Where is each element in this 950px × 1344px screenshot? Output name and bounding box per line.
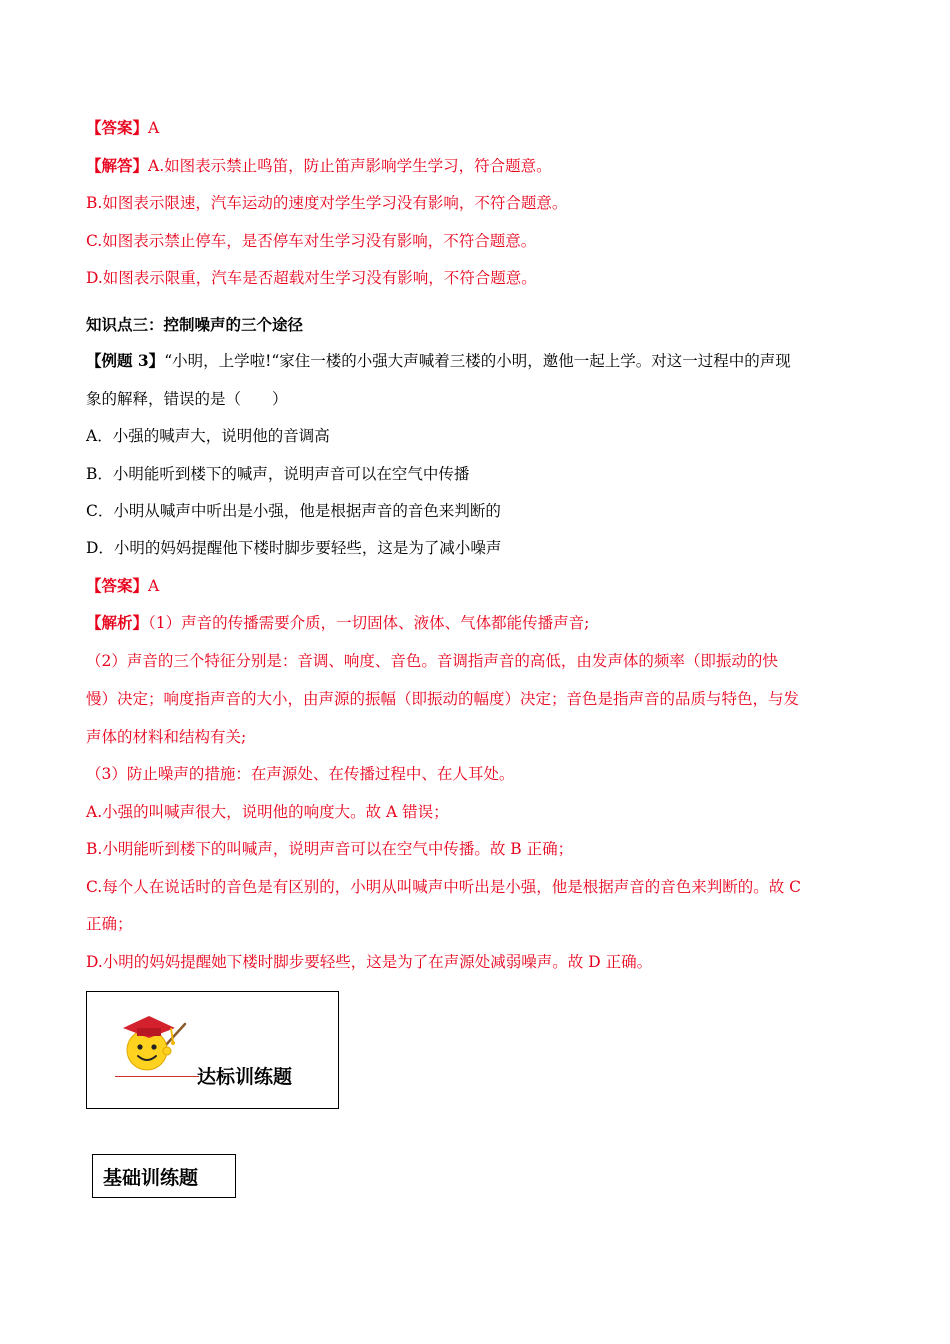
example3-analysis-line2: （2）声音的三个特征分别是：音调、响度、音色。音调指声音的高低，由发声体的频率（即振动的快 [86, 652, 778, 670]
answer-value: A [148, 577, 160, 595]
analysis-tag: 【解答】 [86, 156, 149, 175]
banner-title: 达标训练题 [197, 1066, 293, 1088]
example3-option-c: C．小明从喊声中听出是小强，他是根据声音的音色来判断的 [86, 502, 501, 520]
example3-analysis-b: B.小明能听到楼下的叫喊声，说明声音可以在空气中传播。故 B 正确； [86, 840, 574, 858]
answer-tag: 【答案】 [86, 576, 149, 595]
example3-stem-line2: 象的解释，错误的是（ ） [86, 390, 288, 408]
analysis-tag: 【解析】 [86, 613, 149, 632]
example3-option-b: B．小明能听到楼下的喊声，说明声音可以在空气中传播 [86, 465, 470, 483]
example2-analysis-a [86, 155, 876, 177]
answer-value: A [148, 119, 160, 137]
example3-analysis-line3: 慢）决定；响度指声音的大小，由声源的振幅（即振动的幅度）决定；音色是指声音的品质与特色，与发 [86, 690, 800, 708]
example3-analysis-line5: （3）防止噪声的措施：在声源处、在传播过程中、在人耳处。 [86, 765, 515, 783]
example3-analysis-d: D.小明的妈妈提醒她下楼时脚步要轻些，这是为了在声源处减弱噪声。故 D 正确。 [86, 953, 653, 971]
knowledge-point-heading: 知识点三：控制噪声的三个途径 [86, 315, 304, 334]
example2-analysis-d: D.如图表示限重，汽车是否超载对生学习没有影响，不符合题意。 [86, 269, 537, 287]
example2-analysis-c: C.如图表示禁止停车，是否停车对生学习没有影响，不符合题意。 [86, 232, 537, 250]
example2-analysis-b: B.如图表示限速，汽车运动的速度对学生学习没有影响，不符合题意。 [86, 194, 568, 212]
example3-analysis-a: A.小强的叫喊声很大，说明他的响度大。故 A 错误； [86, 803, 449, 821]
example3-analysis-c2: 正确； [86, 915, 133, 933]
example3-stem-line1 [86, 350, 876, 372]
example3-stem-text: “小明，上学啦!“家住一楼的小强大声喊着三楼的小明，邀他一起上学。对这一过程中的声现 [164, 352, 791, 370]
answer-tag: 【答案】 [86, 118, 149, 137]
subsection-box [92, 1154, 236, 1198]
example3-tag: 【例题 3】 [86, 351, 165, 370]
example3-answer [86, 575, 876, 597]
example3-analysis-c1: C.每个人在说话时的音色是有区别的，小明从叫喊声中听出是小强，他是根据声音的音色来判断的。故 C [86, 878, 802, 896]
example3-analysis-line4: 声体的材料和结构有关; [86, 728, 247, 746]
graduation-cap-smiley-icon [109, 1006, 189, 1078]
subsection-title: 基础训练题 [103, 1167, 199, 1189]
analysis-line-a: A.如图表示禁止鸣笛，防止笛声影响学生学习，符合题意。 [148, 157, 552, 175]
section-banner [86, 991, 339, 1109]
example3-option-d: D．小明的妈妈提醒他下楼时脚步要轻些，这是为了减小噪声 [86, 539, 502, 557]
example3-analysis-line1 [86, 612, 876, 634]
example3-option-a: A．小强的喊声大，说明他的音调高 [86, 427, 330, 445]
banner-rule [115, 1076, 199, 1077]
example2-answer [86, 117, 876, 139]
analysis-line1-text: （1）声音的传播需要介质，一切固体、液体、气体都能传播声音; [148, 614, 590, 632]
